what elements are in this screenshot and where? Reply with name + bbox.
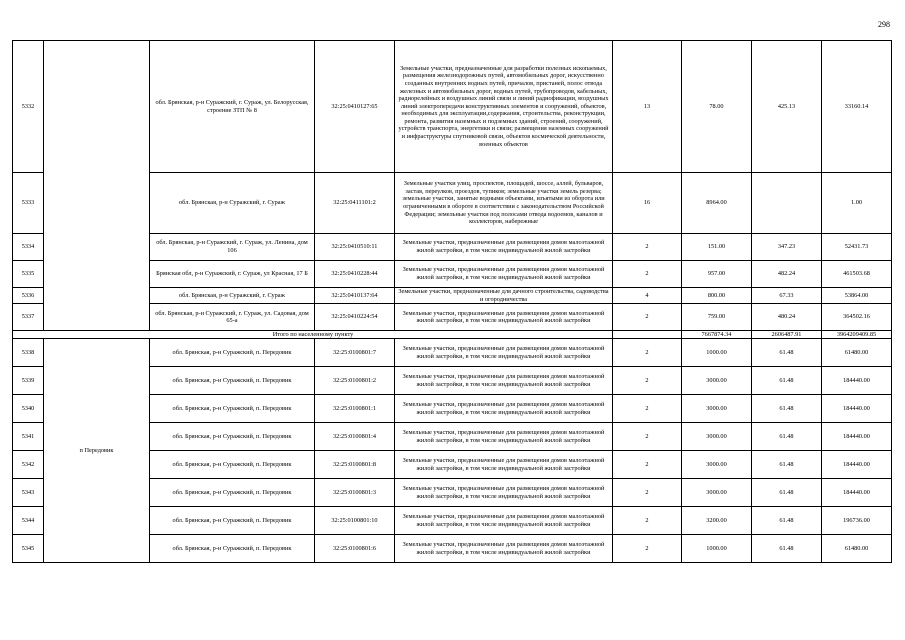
row-land-purpose: Земельные участки, предназначенные для размещения домов малоэтажной жилой застройки, в том числе индивидуальной жилой застройки <box>395 451 613 479</box>
row-land-purpose: Земельные участки, предназначенные для размещения домов малоэтажной жилой застройки, в том числе индивидуальной жилой застройки <box>395 367 613 395</box>
row-number: 5343 <box>13 479 44 507</box>
total-price: 2606487.91 <box>752 331 822 339</box>
row-address: обл. Брянская, р-н Суражский, п. Передовик <box>150 367 315 395</box>
row-land-purpose: Земельные участки, предназначенные для размещения домов малоэтажной жилой застройки, в том числе индивидуальной жилой застройки <box>395 395 613 423</box>
row-cadastral-number: 32:25:0100801:4 <box>315 423 395 451</box>
row-cadastral-number: 32:25:0410137:64 <box>315 288 395 304</box>
row-address: обл. Брянская, р-н Суражский, г. Сураж, ул. Белорусская, строение ЗТП № 8 <box>150 41 315 173</box>
row-number: 5335 <box>13 261 44 288</box>
row-price: 61.48 <box>752 395 822 423</box>
row-group: 2 <box>613 423 682 451</box>
row-group: 2 <box>613 367 682 395</box>
row-address: Брянская обл, р-н Суражский, г. Сураж, ул Красная, 17 Б <box>150 261 315 288</box>
row-cadastral-value: 184440.00 <box>822 451 892 479</box>
row-area: 957.00 <box>682 261 752 288</box>
row-cadastral-value: 61480.00 <box>822 535 892 563</box>
row-cadastral-number: 32:25:0100801:6 <box>315 535 395 563</box>
row-price: 61.48 <box>752 367 822 395</box>
row-land-purpose: Земельные участки, предназначенные для размещения домов малоэтажной жилой застройки, в том числе индивидуальной жилой застройки <box>395 339 613 367</box>
row-number: 5342 <box>13 451 44 479</box>
row-cadastral-value: 184440.00 <box>822 367 892 395</box>
row-group: 2 <box>613 479 682 507</box>
row-cadastral-number: 32:25:0411101:2 <box>315 173 395 234</box>
row-cadastral-value: 184440.00 <box>822 479 892 507</box>
row-cadastral-number: 32:25:0100801:7 <box>315 339 395 367</box>
row-cadastral-value: 184440.00 <box>822 423 892 451</box>
row-area: 3000.00 <box>682 451 752 479</box>
row-price: 347.23 <box>752 234 822 261</box>
row-number: 5344 <box>13 507 44 535</box>
row-cadastral-number: 32:25:0100801:8 <box>315 451 395 479</box>
row-group: 2 <box>613 304 682 331</box>
row-address: обл. Брянская, р-н Суражский, г. Сураж <box>150 173 315 234</box>
row-area: 3200.00 <box>682 507 752 535</box>
row-cadastral-value: 53864.00 <box>822 288 892 304</box>
row-number: 5345 <box>13 535 44 563</box>
row-area: 1000.00 <box>682 535 752 563</box>
row-number: 5340 <box>13 395 44 423</box>
table-body-bottom <box>13 339 892 563</box>
row-land-purpose: Земельные участки, предназначенные для размещения домов малоэтажной жилой застройки, в том числе индивидуальной жилой застройки <box>395 535 613 563</box>
row-group: 2 <box>613 261 682 288</box>
row-address: обл. Брянская, р-н Суражский, п. Передовик <box>150 395 315 423</box>
row-address: обл. Брянская, р-н Суражский, п. Передовик <box>150 423 315 451</box>
row-cadastral-value: 61480.00 <box>822 339 892 367</box>
row-address: обл. Брянская, р-н Суражский, г. Сураж, ул. Ленина, дом 106 <box>150 234 315 261</box>
row-number: 5337 <box>13 304 44 331</box>
row-cadastral-value: 52431.73 <box>822 234 892 261</box>
row-area: 800.00 <box>682 288 752 304</box>
row-cadastral-number: 32:25:0410510:11 <box>315 234 395 261</box>
row-cadastral-value: 33160.14 <box>822 41 892 173</box>
row-area: 1000.00 <box>682 339 752 367</box>
total-value: 3964209409.85 <box>822 331 892 339</box>
row-land-purpose: Земельные участки, предназначенные для дачного строительства, садоводства и огородничества <box>395 288 613 304</box>
row-number: 5338 <box>13 339 44 367</box>
row-address: обл. Брянская, р-н Суражский, п. Передовик <box>150 339 315 367</box>
row-cadastral-value: 1.00 <box>822 173 892 234</box>
row-group: 2 <box>613 234 682 261</box>
row-number: 5334 <box>13 234 44 261</box>
land-register-table <box>12 40 892 563</box>
table-total <box>13 331 892 339</box>
row-price: 482.24 <box>752 261 822 288</box>
row-group: 2 <box>613 395 682 423</box>
row-price: 61.48 <box>752 339 822 367</box>
total-row <box>13 331 892 339</box>
row-blank-cell <box>44 41 150 331</box>
row-address: обл. Брянская, р-н Суражский, п. Передовик <box>150 451 315 479</box>
row-group: 2 <box>613 535 682 563</box>
row-cadastral-value: 196736.00 <box>822 507 892 535</box>
row-address: обл. Брянская, р-н Суражский, г. Сураж <box>150 288 315 304</box>
table-row <box>13 339 892 367</box>
row-price: 61.48 <box>752 507 822 535</box>
row-cadastral-number: 32:25:0100801:3 <box>315 479 395 507</box>
row-area: 3000.00 <box>682 395 752 423</box>
row-cadastral-number: 32:25:0410127:65 <box>315 41 395 173</box>
total-area: 7667874.34 <box>682 331 752 339</box>
row-group: 2 <box>613 507 682 535</box>
table-row <box>13 41 892 173</box>
row-land-purpose: Земельные участки улиц, проспектов, площадей, шоссе, аллей, бульваров, застав, переулков, проездов, тупиков; земельные участки земель резерва; земельные участки, занятые водными объектами, изъятыми из оборота или ограниченными в обороте в соответствии с законодательством Российской Федерации; земельные участки под полосами отвода водоемов, каналов и коллекторов, набережные <box>395 173 613 234</box>
row-address: обл. Брянская, р-н Суражский, г. Сураж, ул. Садовая, дом 65-а <box>150 304 315 331</box>
row-number: 5339 <box>13 367 44 395</box>
row-cadastral-number: 32:25:0100801:10 <box>315 507 395 535</box>
row-price: 480.24 <box>752 304 822 331</box>
row-group: 13 <box>613 41 682 173</box>
row-cadastral-number: 32:25:0100801:1 <box>315 395 395 423</box>
row-price: 67.33 <box>752 288 822 304</box>
total-label: Итого по населенному пункту <box>13 331 613 339</box>
row-land-purpose: Земельные участки, предназначенные для размещения домов малоэтажной жилой застройки, в том числе индивидуальной жилой застройки <box>395 261 613 288</box>
row-number: 5341 <box>13 423 44 451</box>
row-cadastral-value: 364502.16 <box>822 304 892 331</box>
row-land-purpose: Земельные участки, предназначенные для разработки полезных ископаемых, размещения железнодорожных путей, автомобильных дорог, искусственно созданных внутренних водных путей, причалов, пристаней, полос отвода железных и автомобильных дорог, водных путей, трубопроводов, кабельных, радиорелейных и воздушных линий связи и линий радиофикации, воздушных линий электропередачи конструктивных элементов и сооружений, объектов, необходимых для эксплуатации,содержания, строительства, реконструкции, ремонта, развития наземных и подземных зданий, строений, сооружений, устройств транспорта, энергетики и связи; размещения наземных сооружений и инфраструктуры спутниковой связи, объектов космической деятельности, военных объектов <box>395 41 613 173</box>
row-address: обл. Брянская, р-н Суражский, п. Передовик <box>150 507 315 535</box>
row-number: 5332 <box>13 41 44 173</box>
row-area: 759.00 <box>682 304 752 331</box>
row-address: обл. Брянская, р-н Суражский, п. Передовик <box>150 479 315 507</box>
row-area: 8964.00 <box>682 173 752 234</box>
row-land-purpose: Земельные участки, предназначенные для размещения домов малоэтажной жилой застройки, в том числе индивидуальной жилой застройки <box>395 507 613 535</box>
row-area: 3000.00 <box>682 479 752 507</box>
row-cadastral-value: 461503.68 <box>822 261 892 288</box>
row-price: 61.48 <box>752 535 822 563</box>
row-price <box>752 173 822 234</box>
row-cadastral-number: 32:25:0410224:54 <box>315 304 395 331</box>
row-price: 425.13 <box>752 41 822 173</box>
row-address: обл. Брянская, р-н Суражский, п. Передовик <box>150 535 315 563</box>
locality-name: п Передовик <box>44 339 150 563</box>
row-number: 5336 <box>13 288 44 304</box>
row-land-purpose: Земельные участки, предназначенные для размещения домов малоэтажной жилой застройки, в том числе индивидуальной жилой застройки <box>395 423 613 451</box>
row-cadastral-value: 184440.00 <box>822 395 892 423</box>
table-body-top <box>13 41 892 331</box>
row-cadastral-number: 32:25:0100801:2 <box>315 367 395 395</box>
row-land-purpose: Земельные участки, предназначенные для размещения домов малоэтажной жилой застройки, в том числе индивидуальной жилой застройки <box>395 479 613 507</box>
row-land-purpose: Земельные участки, предназначенные для размещения домов малоэтажной жилой застройки, в том числе индивидуальной жилой застройки <box>395 304 613 331</box>
row-area: 3000.00 <box>682 423 752 451</box>
row-number: 5333 <box>13 173 44 234</box>
row-area: 151.00 <box>682 234 752 261</box>
row-area: 3000.00 <box>682 367 752 395</box>
page-number: 298 <box>878 20 890 29</box>
row-group: 16 <box>613 173 682 234</box>
row-price: 61.48 <box>752 451 822 479</box>
row-group: 4 <box>613 288 682 304</box>
row-cadastral-number: 32:25:0410228:44 <box>315 261 395 288</box>
row-group: 2 <box>613 451 682 479</box>
total-empty-cell <box>613 331 682 339</box>
row-price: 61.48 <box>752 479 822 507</box>
row-area: 78.00 <box>682 41 752 173</box>
row-group: 2 <box>613 339 682 367</box>
row-land-purpose: Земельные участки, предназначенные для размещения домов малоэтажной жилой застройки, в том числе индивидуальной жилой застройки <box>395 234 613 261</box>
row-price: 61.48 <box>752 423 822 451</box>
